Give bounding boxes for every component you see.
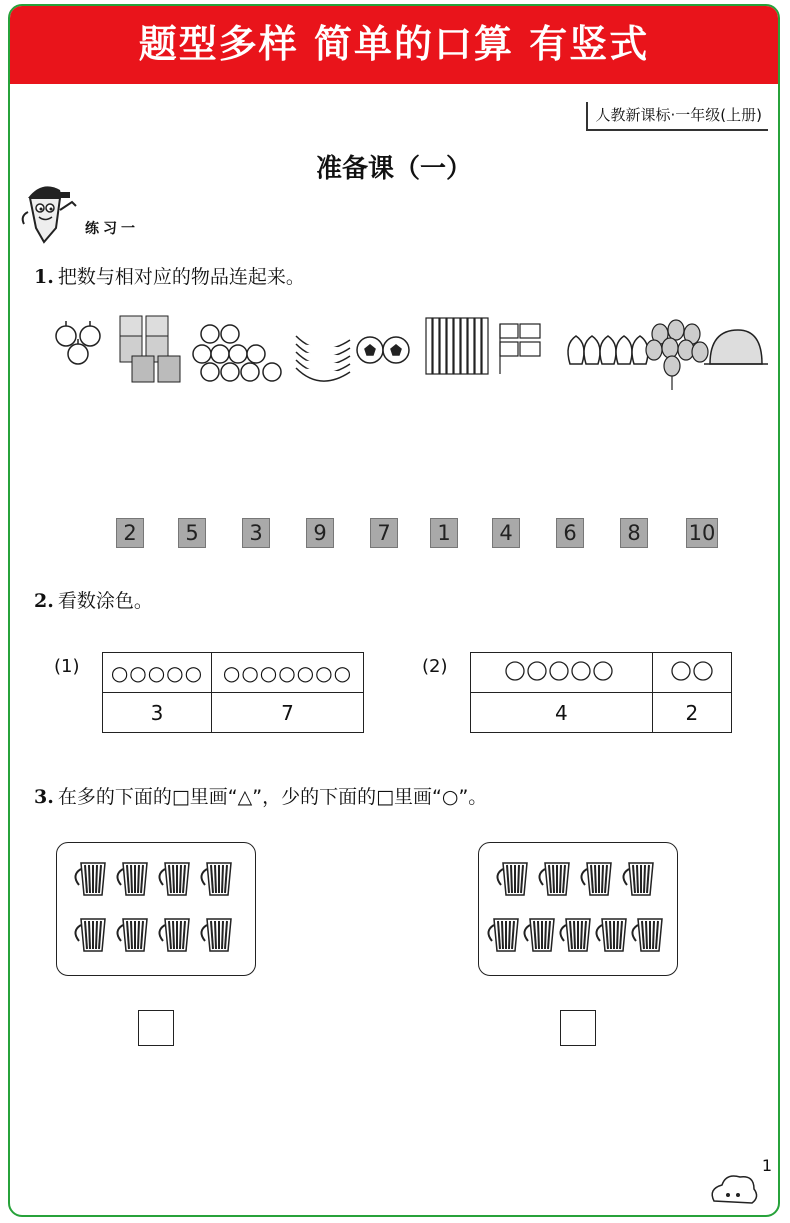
apple-group[interactable]: [471, 653, 653, 693]
cup-icon: [117, 863, 147, 895]
cup-icon: [75, 919, 105, 951]
number-box[interactable]: 1: [430, 518, 458, 548]
circle-group[interactable]: ○○○○○○○: [211, 653, 363, 693]
number-box[interactable]: 2: [116, 518, 144, 548]
number-box[interactable]: 7: [370, 518, 398, 548]
cups-icon: [57, 843, 255, 975]
count-value: 4: [471, 693, 653, 733]
books-icon: [120, 316, 180, 382]
peaches-icon: [193, 325, 281, 381]
count-table-1: [102, 652, 364, 733]
number-box[interactable]: 10: [686, 518, 718, 548]
apples-icon: [56, 321, 100, 364]
count-value: 3: [103, 693, 212, 733]
number-box[interactable]: 9: [306, 518, 334, 548]
apples-icon: [667, 658, 717, 682]
cup-group-right: [478, 842, 678, 976]
cup-icon: [201, 863, 231, 895]
number-box[interactable]: 8: [620, 518, 648, 548]
sub-label-2: (2): [422, 656, 448, 677]
question-3: [34, 782, 487, 809]
question-text: 把数与相对应的物品连起来。: [57, 266, 305, 288]
soccer-balls-icon: [357, 337, 409, 363]
cup-icon: [623, 863, 653, 895]
count-table-2: [470, 652, 732, 733]
apples-icon: [503, 658, 619, 682]
number-box[interactable]: 5: [178, 518, 206, 548]
question-number: 1.: [34, 266, 54, 288]
bananas-icon: [296, 336, 350, 381]
circle-group[interactable]: ○○○○○: [103, 653, 212, 693]
hat-icon: [704, 330, 768, 364]
question-text: 看数涂色。: [57, 590, 153, 612]
number-box[interactable]: 6: [556, 518, 584, 548]
question-number: 2.: [34, 590, 54, 612]
page-frame: [8, 4, 780, 1217]
cup-icon: [201, 919, 231, 951]
question-1: [34, 262, 305, 289]
cup-icon: [524, 919, 554, 951]
count-value: 2: [652, 693, 731, 733]
banner-title: 题型多样 简单的口算 有竖式: [10, 6, 778, 84]
apple-group[interactable]: [652, 653, 731, 693]
cup-icon: [488, 919, 518, 951]
answer-box-left[interactable]: [138, 1010, 174, 1046]
pears-icon: [568, 336, 648, 364]
lesson-title: 准备课（一）: [315, 154, 472, 184]
cup-icon: [159, 863, 189, 895]
pencil-mascot-icon: [16, 176, 82, 246]
number-box[interactable]: 4: [492, 518, 520, 548]
cup-icon: [159, 919, 189, 951]
cup-icon: [75, 863, 105, 895]
balloons-icon: [646, 320, 708, 390]
page-number: 1: [761, 1156, 772, 1175]
cloud-mascot-icon: [706, 1167, 760, 1211]
question-2: [34, 586, 153, 613]
sub-label-1: (1): [54, 656, 80, 677]
number-box[interactable]: 3: [242, 518, 270, 548]
flags-icon: [500, 324, 540, 374]
answer-box-right[interactable]: [560, 1010, 596, 1046]
cup-icon: [117, 919, 147, 951]
cup-icon: [581, 863, 611, 895]
question-text: 在多的下面的□里画“△”，少的下面的□里画“○”。: [57, 786, 488, 808]
pencils-icon: [426, 318, 488, 374]
cup-group-left: [56, 842, 256, 976]
edition-label: 人教新课标·一年级(上册): [586, 102, 768, 131]
count-value: 7: [211, 693, 363, 733]
cup-icon: [632, 919, 662, 951]
object-pictures: [50, 312, 770, 392]
cup-icon: [539, 863, 569, 895]
practice-label: 练习一: [85, 221, 139, 237]
cups-icon: [479, 843, 677, 975]
question-number: 3.: [34, 786, 54, 808]
cup-icon: [497, 863, 527, 895]
cup-icon: [596, 919, 626, 951]
cup-icon: [560, 919, 590, 951]
